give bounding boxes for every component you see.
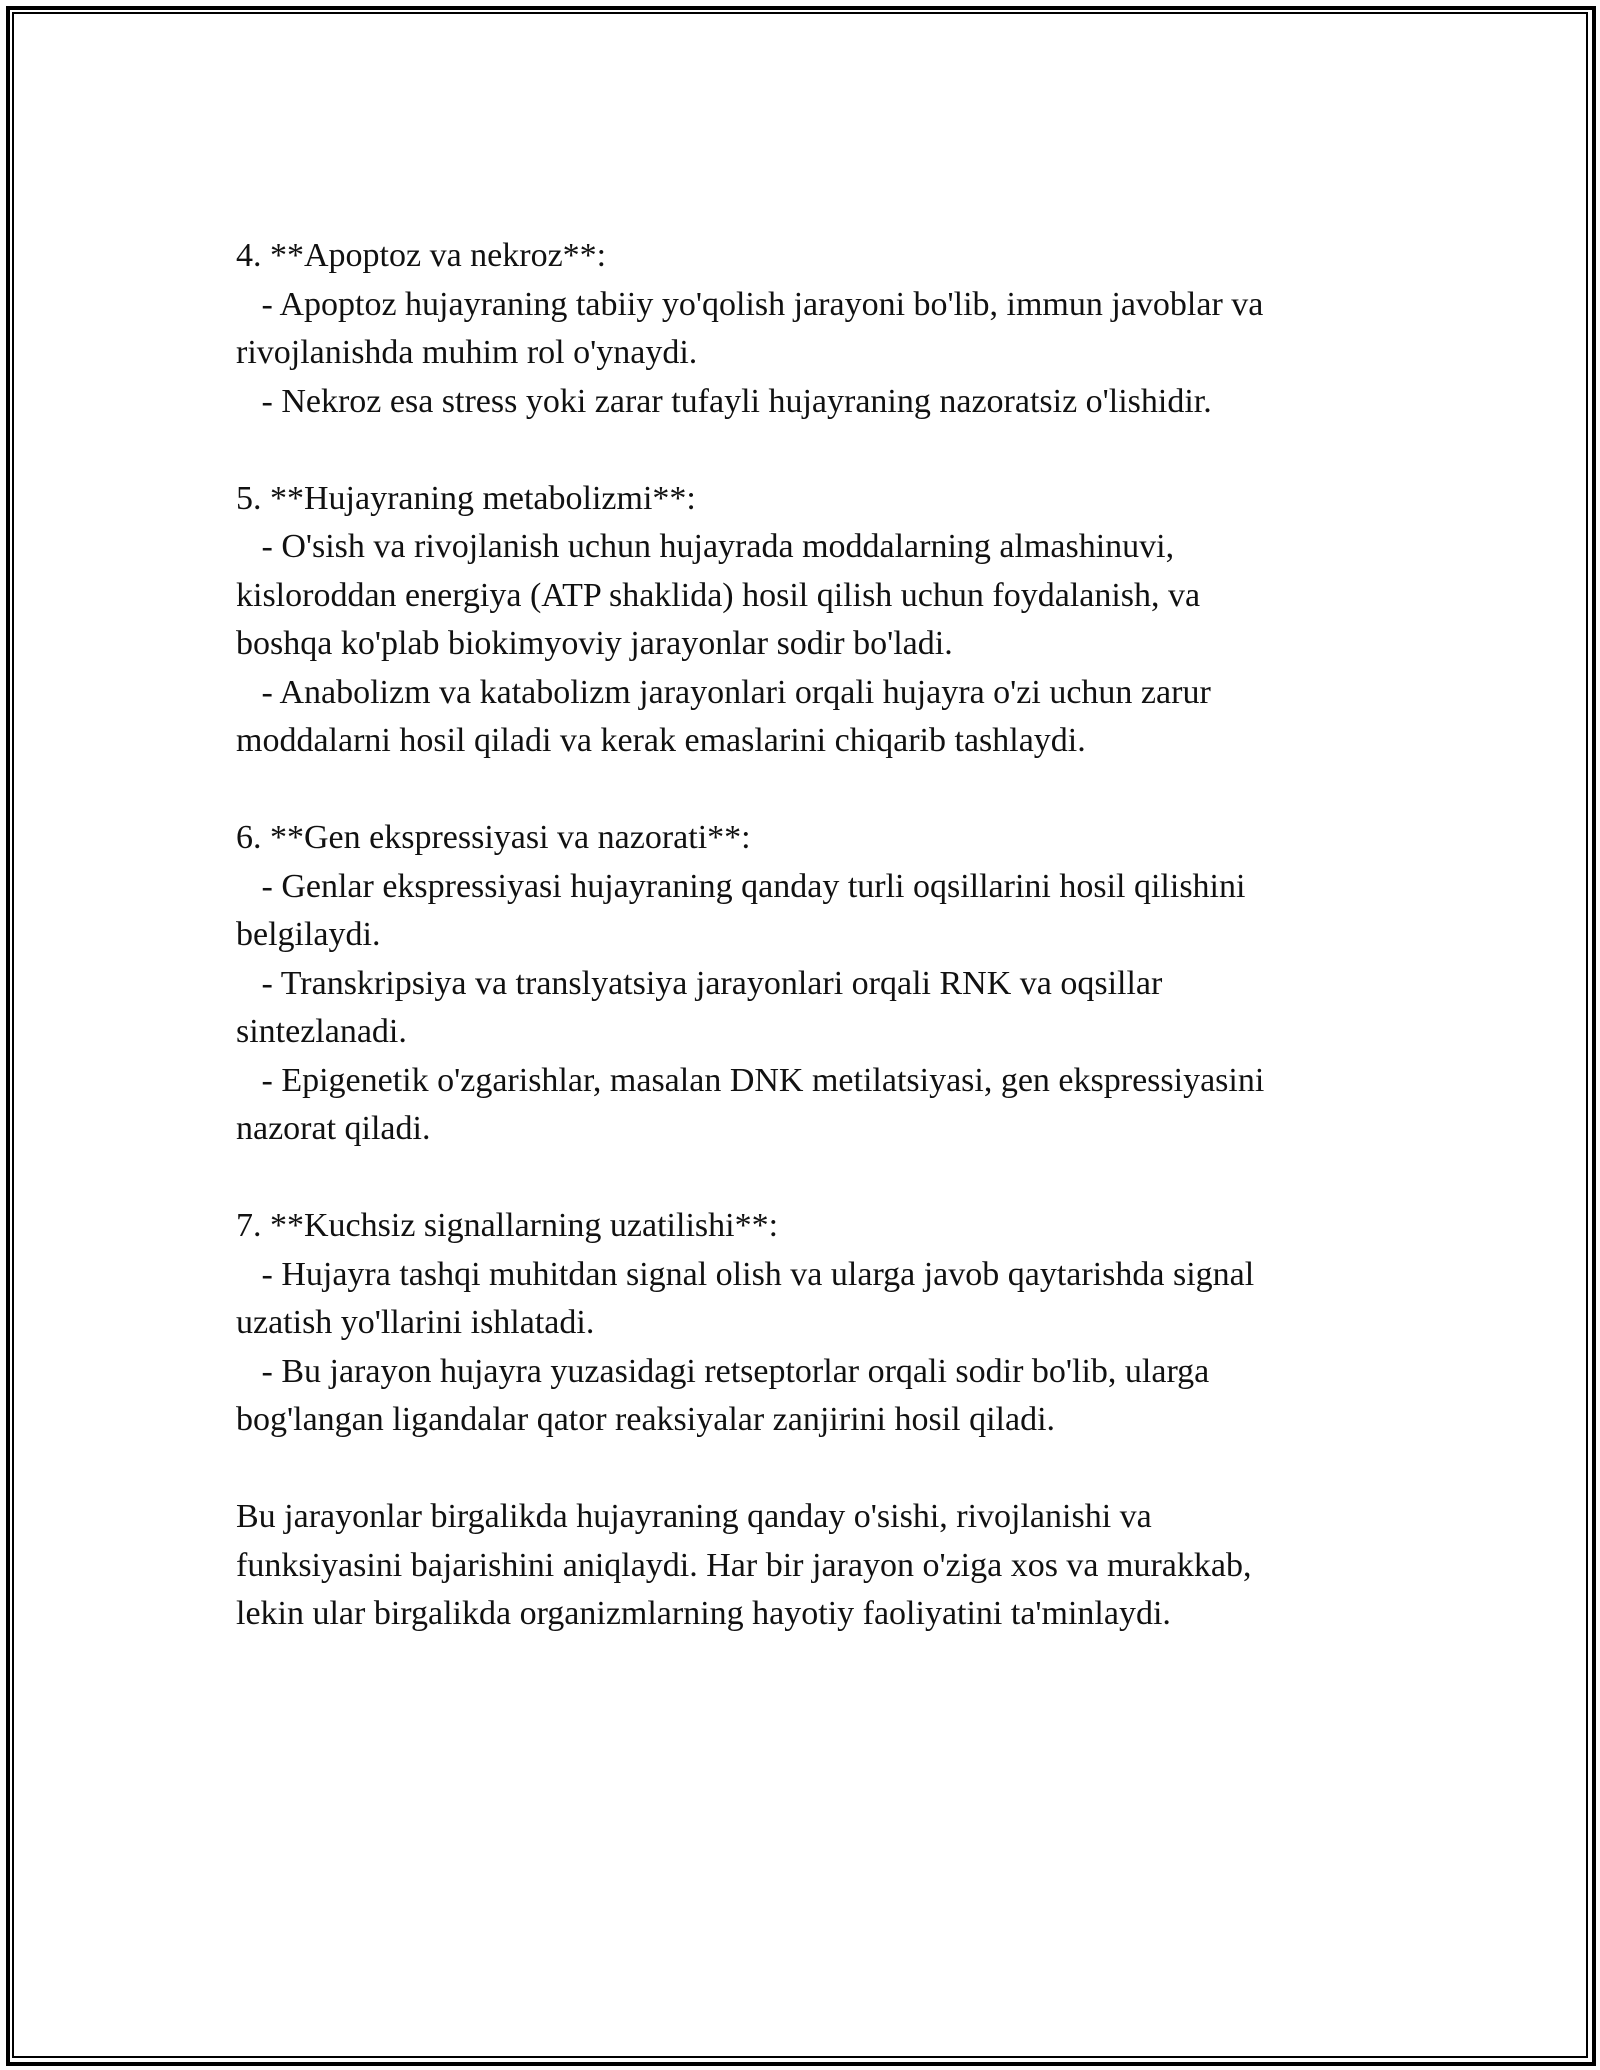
text-line: - O'sish va rivojlanish uchun hujayrada moddalarning almashinuvi, xyxy=(236,528,1175,565)
text-line: - Epigenetik o'zgarishlar, masalan DNK metilatsiyasi, gen ekspressiyasini xyxy=(236,1061,1265,1099)
text-line: kisloroddan energiya (ATP shaklida) hosil qilish uchun foydalanish, va xyxy=(236,576,1201,614)
text-line: lekin ular birgalikda organizmlarning hayotiy faoliyatini ta'minlaydi. xyxy=(236,1595,1171,1632)
text-line: - Hujayra tashqi muhitdan signal olish va ularga javob qaytarishda signal xyxy=(236,1255,1255,1293)
text-line: bog'langan ligandalar qator reaksiyalar zanjirini hosil qiladi. xyxy=(236,1401,1056,1438)
text-line: nazorat qiladi. xyxy=(236,1110,431,1147)
text-line: rivojlanishda muhim rol o'ynaydi. xyxy=(236,334,698,371)
section-heading: 6. **Gen ekspressiyasi va nazorati**: xyxy=(236,819,751,856)
section-conclusion xyxy=(236,1493,1366,1639)
section-heading: 4. **Apoptoz va nekroz**: xyxy=(236,237,607,274)
paragraph-gap xyxy=(236,1445,1366,1494)
text-line: sintezlanadi. xyxy=(236,1013,407,1050)
text-line: boshqa ko'plab biokimyoviy jarayonlar sodir bo'ladi. xyxy=(236,625,953,662)
section-apoptoz-nekroz xyxy=(236,232,1366,426)
paragraph-gap xyxy=(236,1154,1366,1203)
text-line: belgilaydi. xyxy=(236,916,381,953)
document-body xyxy=(236,232,1366,1639)
text-line: moddalarni hosil qiladi va kerak emaslarini chiqarib tashlaydi. xyxy=(236,722,1086,759)
section-gen-ekspressiyasi xyxy=(236,814,1366,1154)
text-line: - Nekroz esa stress yoki zarar tufayli hujayraning nazoratsiz o'lishidir. xyxy=(236,382,1212,420)
section-metabolizm xyxy=(236,475,1366,766)
text-line: funksiyasini bajarishini aniqlaydi. Har bir jarayon o'ziga xos va murakkab, xyxy=(236,1546,1252,1584)
text-line: - Anabolizm va katabolizm jarayonlari orqali hujayra o'zi uchun zarur xyxy=(236,673,1211,711)
section-heading: 7. **Kuchsiz signallarning uzatilishi**: xyxy=(236,1207,779,1244)
text-line: - Genlar ekspressiyasi hujayraning qanday turli oqsillarini hosil qilishini xyxy=(236,867,1246,905)
text-line: - Apoptoz hujayraning tabiiy yo'qolish jarayoni bo'lib, immun javoblar va xyxy=(236,285,1264,323)
section-heading: 5. **Hujayraning metabolizmi**: xyxy=(236,479,696,517)
text-line: uzatish yo'llarini ishlatadi. xyxy=(236,1304,595,1341)
text-line: - Bu jarayon hujayra yuzasidagi retseptorlar orqali sodir bo'lib, ularga xyxy=(236,1352,1210,1390)
text-line: - Transkripsiya va translyatsiya jarayonlari orqali RNK va oqsillar xyxy=(236,964,1163,1002)
paragraph-gap xyxy=(236,766,1366,815)
text-line: Bu jarayonlar birgalikda hujayraning qanday o'sishi, rivojlanishi va xyxy=(236,1498,1152,1535)
paragraph-gap xyxy=(236,426,1366,475)
section-signallar xyxy=(236,1202,1366,1445)
